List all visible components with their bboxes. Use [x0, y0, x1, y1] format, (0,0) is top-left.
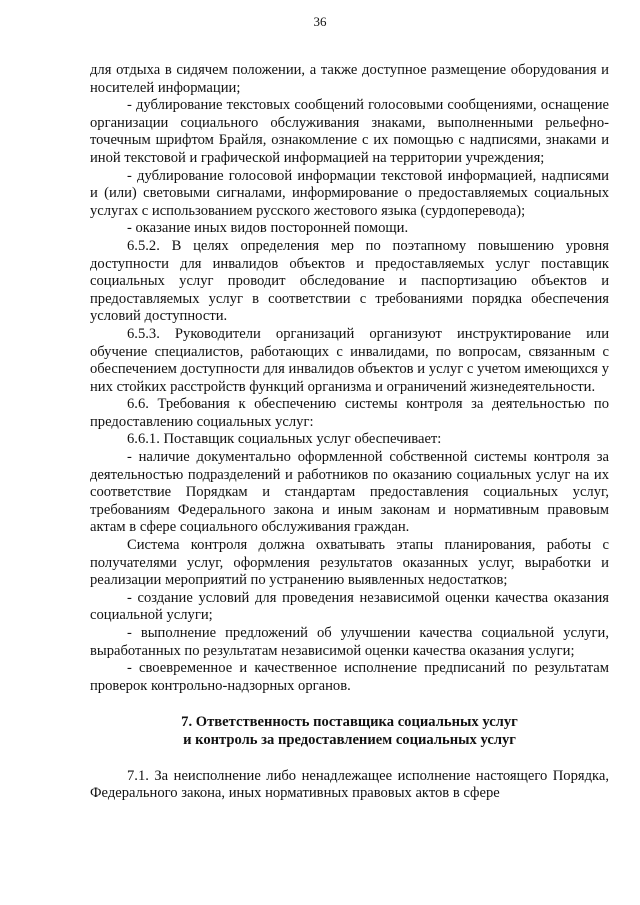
paragraph: - выполнение предложений об улучшении качества социальной услуги, выработанных по результатам независимой оценки качества оказания услуги; — [90, 625, 609, 659]
paragraph: - дублирование текстовых сообщений голосовыми сообщениями, оснащение организации социального обслуживания знаками, выполненными рельефно-точечным шрифтом Брайля, ознакомление с их помощью с надписями, знаками и иной текстовой и графической информацией на территории учреждения; — [90, 97, 609, 166]
paragraph: - оказание иных видов посторонней помощи. — [127, 220, 409, 237]
paragraph: для отдыха в сидячем положении, а также доступное размещение оборудования и носителей информации; — [90, 62, 609, 96]
paragraph: 6.6. Требования к обеспечению системы контроля за деятельностью по предоставлению социальных услуг: — [90, 396, 609, 430]
paragraph: Система контроля должна охватывать этапы планирования, работы с получателями услуг, оформления результатов оказанных услуг, выработки и реализации мероприятий по устранению выявленных недостатков; — [90, 537, 609, 589]
paragraph: 6.6.1. Поставщик социальных услуг обеспечивает: — [127, 431, 442, 448]
section-heading-line-1: 7. Ответственность поставщика социальных услуг — [181, 714, 518, 731]
section-heading-line-2: и контроль за предоставлением социальных услуг — [183, 731, 516, 748]
paragraph: 6.5.2. В целях определения мер по поэтапному повышению уровня доступности для инвалидов объектов и предоставляемых услуг поставщик социальных услуг проводит обследование и паспортизацию объектов и предоставляемых услуг в соответствии с требованиями порядка обеспечения условий доступности. — [90, 237, 609, 325]
paragraph: - наличие документально оформленной собственной системы контроля за деятельностью подразделений и работников по оказанию социальных услуг на их соответствие Порядкам и стандартам предоставления социальных услуг, требованиям Федерального закона и иным законам и нормативным правовым актам в сфере социального обслуживания граждан. — [90, 449, 609, 536]
paragraph: - создание условий для проведения независимой оценки качества оказания социальной услуги; — [90, 589, 609, 624]
page-number: 36 — [313, 14, 327, 29]
paragraph: - своевременное и качественное исполнение предписаний по результатам проверок контрольно-надзорных органов. — [90, 660, 609, 694]
section-heading — [90, 714, 609, 749]
paragraph: 7.1. За неисполнение либо ненадлежащее исполнение настоящего Порядка, Федерального закона, иных нормативных правовых актов в сфере — [90, 767, 609, 802]
paragraph: - дублирование голосовой информации текстовой информацией, надписями и (или) световыми сигналами, информирование о предоставляемых социальных услугах с использованием русского жестового языка (сурдоперевода); — [90, 167, 609, 219]
paragraph: 6.5.3. Руководители организаций организуют инструктирование или обучение специалистов, работающих с инвалидами, по вопросам, связанным с обеспечением доступности для инвалидов объектов и услуг с учетом имеющихся у них стойких расстройств функций организма и ограничений жизнедеятельности. — [90, 325, 609, 395]
document-body — [90, 62, 609, 803]
